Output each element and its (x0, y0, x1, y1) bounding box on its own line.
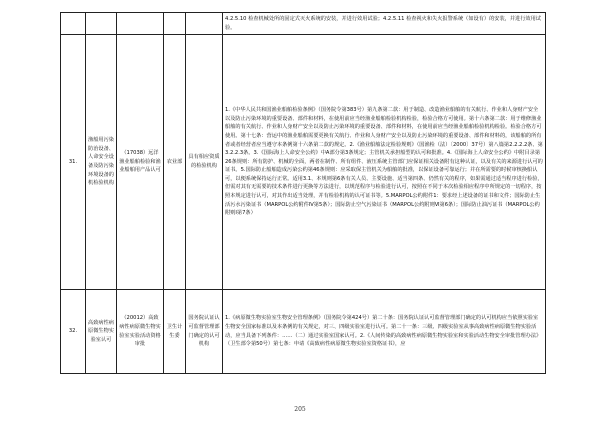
row-number (61, 13, 86, 35)
legal-basis-text: 1.《中华人民共和国渔业船舶检验条例》（国务院令第383号）第九条第二款：用于制造、改造渔业船舶的有关航行、作业和人身财产安全以及防止污染环境的重要设备、部件和材料，在使用前应当经渔业船舶检验机构检验，检验合格方可使用。第十六条第二款：用于维修渔业船舶的有关航行、作业和人身财产安全以及防止污染环境的重要设备、部件和材料，在使用前应当经渔业船舶检验机构检验。检验合格方可使用。第十七条：营运中的渔业船舶需要更换有关航行、作业和人身财产安全以及防止污染环境的重要设备、部件和材料的，该船舶的所有者或者经营者应当遵守本条例第十六条第二款的规定。2.《渔业船舶法定检验规则》（国渔检（法）〔2000〕37号）第八篇第2.2.2.2条、第3.2.2.3条。3.《国际海上人命安全公约》中A部分第3条规定；主管机关承担船型的认可和批准。4.《国际海上人命安全公约》中附目录第26条规则：所有防护、机械的全面，两者在制作、所有组件、液压系统主管部门应保证相关设备附有这种认证，以及有关的来源进行认可的证书。5.国际防止船舶造成污染公约第46条规则：应采取保主管机关为船舶的批准，以保证设备可靠运行；并在所需要的时候审核换船认可，以便系统保持运行正常。适用3.1、本规则第6条有关人员、主要设施、适当第四条、仍然有关的程序，如果需通过适当程序进行检验，但需对其有无需要的技术条件进行更换等方法进行，以规范程序与检验进行认可，按照在不同于本次检验相应程序中所规定的一切程序，按照本规定进行认可，对其作出适当处理，并有检验机构的认可证书等。5.MARPOL公约附件1：要求经上述设备的证书和文件；国际防止生活污水污染证书（MARPOL公约附件Ⅳ第5条）；国际防止空气污染证书（MARPOL公约附则Ⅵ第6条）；国际防止油污证书（MARPOL公约附则Ⅰ第7条） (223, 35, 546, 290)
item-name: 渔船用污染防治设备、人命安全设备及防污染环境设备的机检验机构 (86, 35, 117, 290)
table-row (61, 290, 546, 374)
department: 卫生计生委 (164, 290, 186, 374)
item-name (86, 13, 117, 35)
row-number: 31. (61, 35, 86, 290)
regulation-table (60, 12, 546, 374)
implementing-body (186, 13, 223, 35)
table-row (61, 13, 546, 35)
approval-item: （20012）高致病性病原微生物实验室实验活动资格审批 (117, 290, 164, 374)
department: 农业部 (164, 35, 186, 290)
legal-basis-text: 1.《病原微生物实验室生物安全管理条例》（国务院令第424号）第二十条：国务院认证认可监督管理部门确定的认可机构应当依照实验室生物安全国家标准以及本条例的有关规定，对三、四级实验室进行认可。第二十一条：三级、四级实验室从事高致病性病原微生物实验活动，应当具备下列条件：……（二）通过实验室国家认可。2.《人间传染的高致病性病原微生物实验室和实验活动生物安全审批管理办法》（卫生部令第50号）第七条：申请《高致病性病原微生物实验室资格证书》，应 (223, 290, 546, 374)
page-number: 205 (294, 406, 306, 413)
department (164, 13, 186, 35)
approval-item: （17038）远洋渔业船舶检验和渔业船舶用产品认可 (117, 35, 164, 290)
approval-item (117, 13, 164, 35)
item-name: 高致病性病原微生物实验室认可 (86, 290, 117, 374)
legal-basis-text: 4.2.5.10 检查机械处所的固定式灭火系统的安装，并进行效用试验；4.2.5.11 检查视火和失火报警系统（如设有）的安装，并进行效用试验。 (223, 13, 546, 35)
implementing-body: 具有相应资质的检验机构 (186, 35, 223, 290)
row-number: 32. (61, 290, 86, 374)
table-row (61, 35, 546, 290)
implementing-body: 国务院认证认可监督管理部门确定的认可机构 (186, 290, 223, 374)
